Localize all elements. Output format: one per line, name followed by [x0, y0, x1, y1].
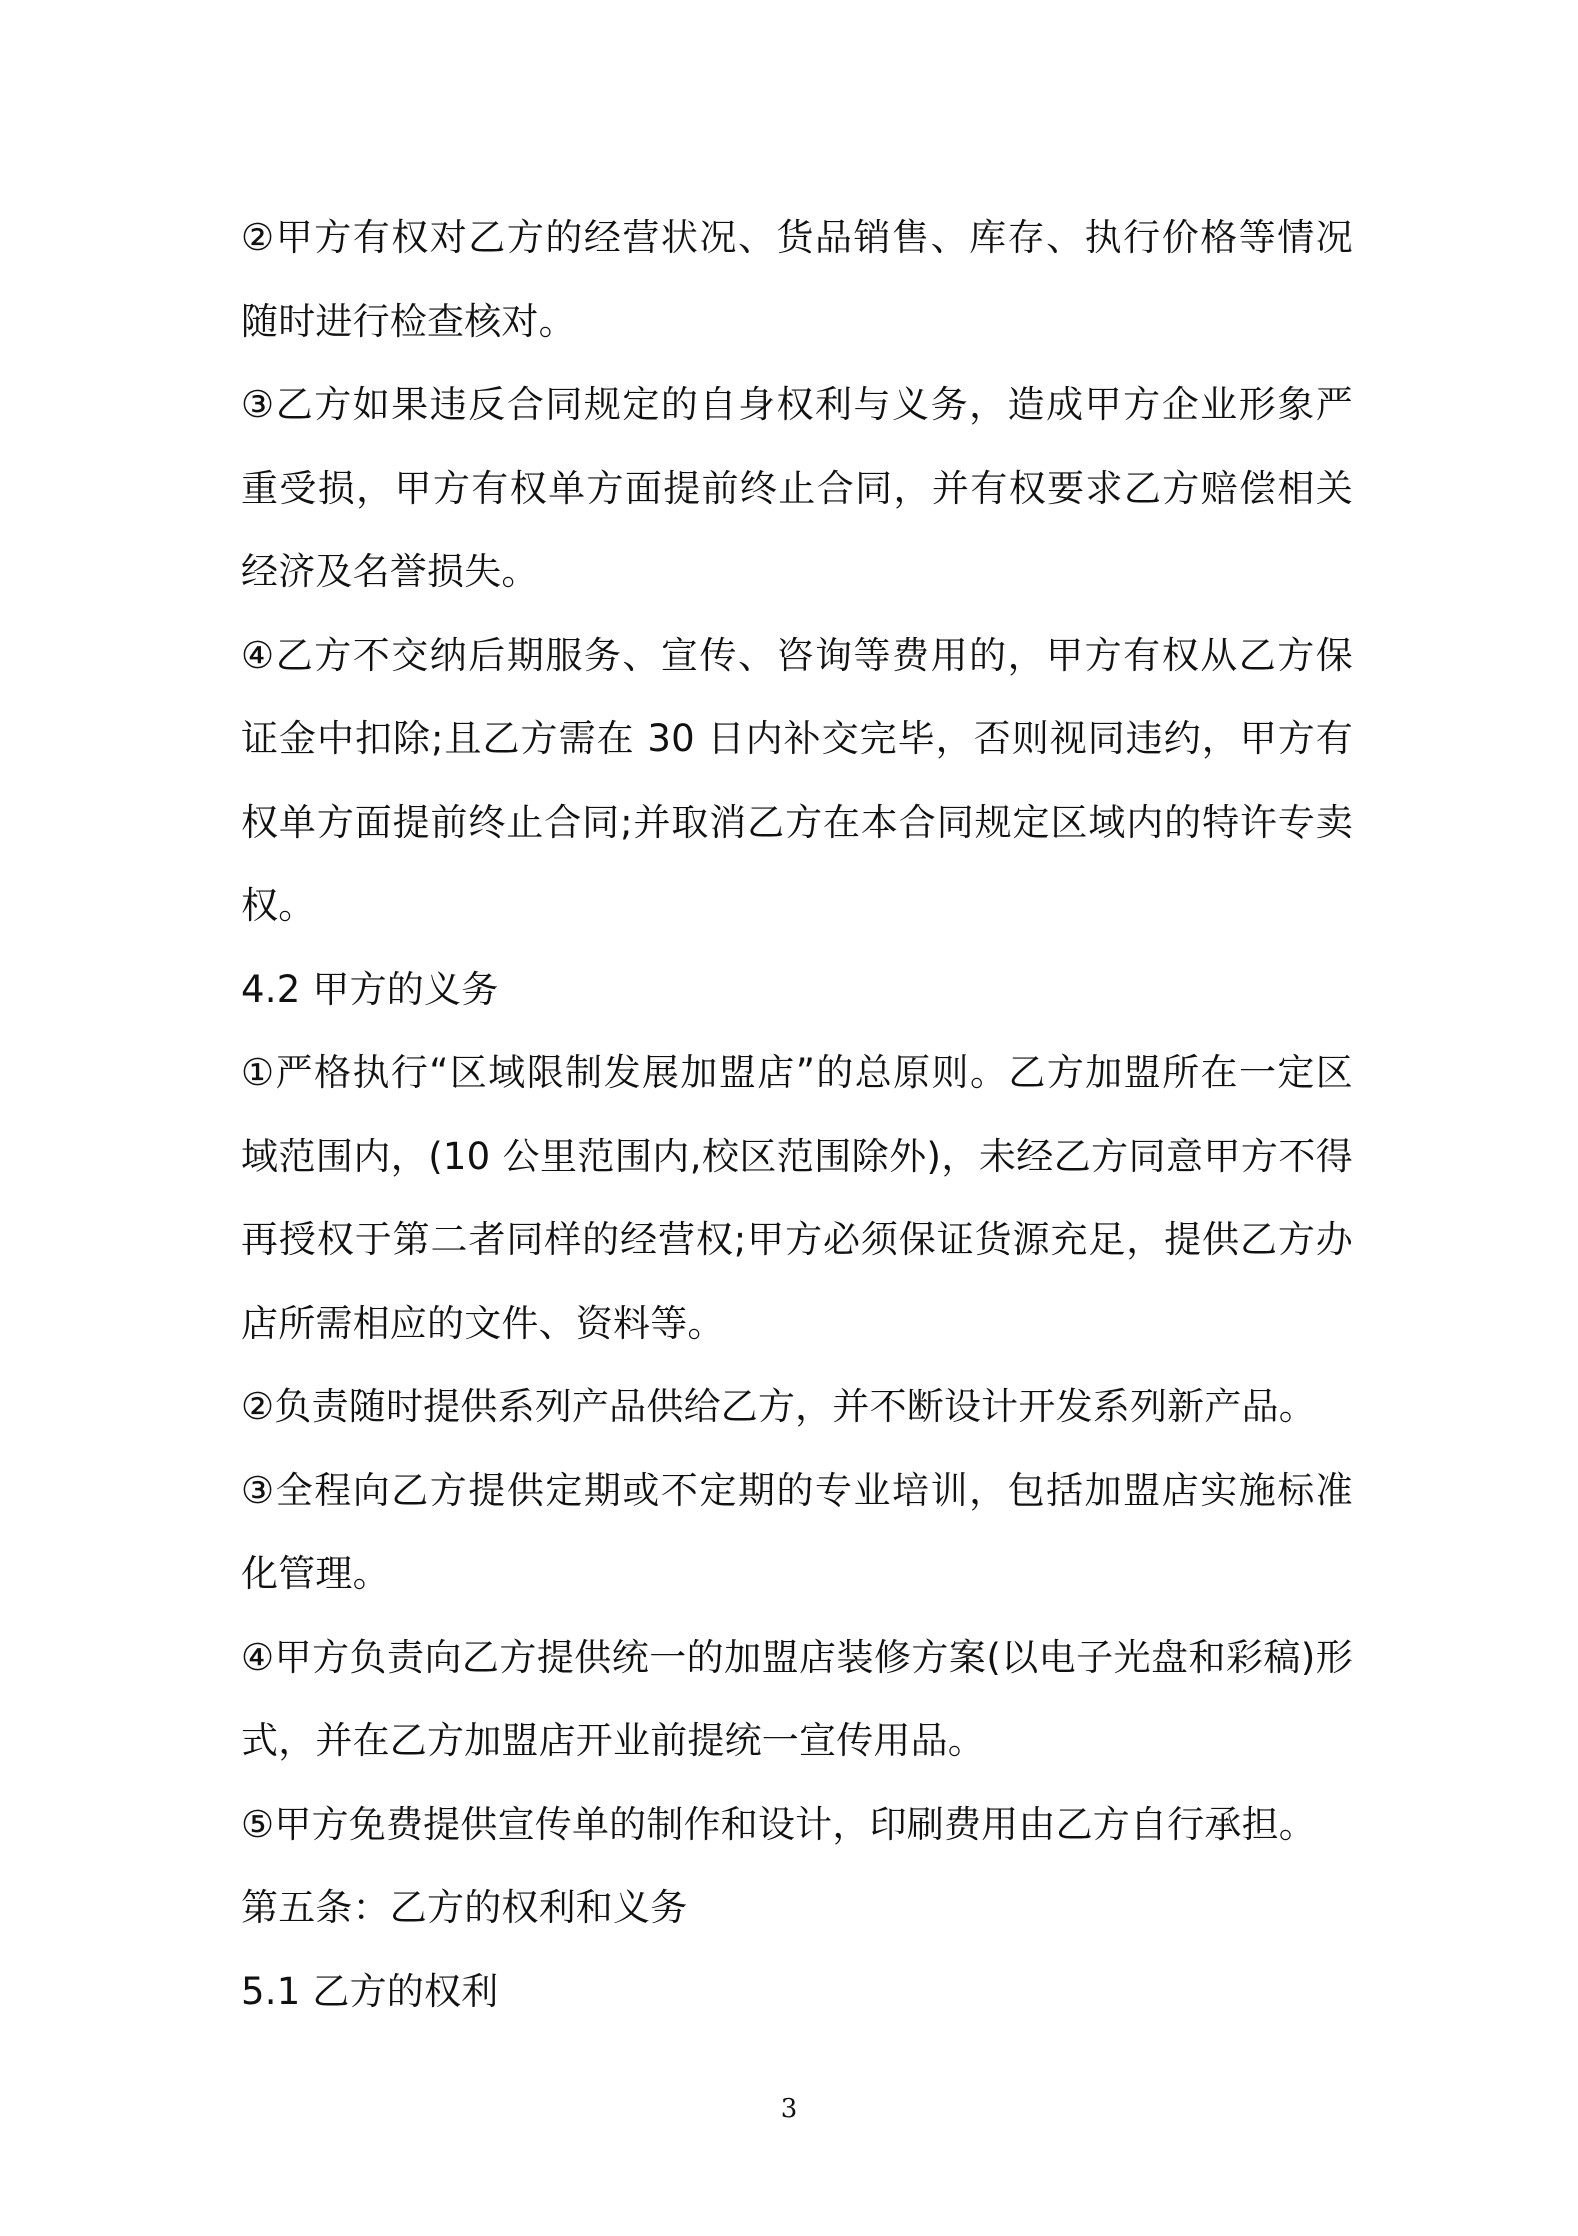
clause-b-1-regional-exclusivity: ①严格执行“区域限制发展加盟店”的总原则。乙方加盟所在一定区域范围内，(10 公里范围内,校区范围除外)，未经乙方同意甲方不得再授权于第二者同样的经营权;甲方必须保证货源充足，提供乙方办店所需相应的文件、资料等。: [241, 1051, 1353, 1345]
section-heading-4-2: 4.2 甲方的义务: [241, 967, 499, 1011]
clause-b-3-training: ③全程向乙方提供定期或不定期的专业培训，包括加盟店实施标准化管理。: [241, 1468, 1353, 1595]
clause-b-5-flyer-design: ⑤甲方免费提供宣传单的制作和设计，印刷费用由乙方自行承担。: [241, 1802, 1316, 1846]
article-heading-5: 第五条：乙方的权利和义务: [241, 1886, 688, 1929]
page-number: 3: [780, 2094, 798, 2124]
section-heading-5-1: 5.1 乙方的权利: [241, 1969, 499, 2013]
clause-a-4-fee-deduction-right: ④乙方不交纳后期服务、宣传、咨询等费用的，甲方有权从乙方保证金中扣除;且乙方需在 30 日内补交完毕，否则视同违约，甲方有权单方面提前终止合同;并取消乙方在本合同规定区域内的特许专卖权。: [241, 633, 1353, 927]
clause-b-2-product-supply: ②负责随时提供系列产品供给乙方，并不断设计开发系列新产品。: [241, 1385, 1316, 1428]
clause-b-4-decoration-plan: ④甲方负责向乙方提供统一的加盟店装修方案(以电子光盘和彩稿)形式，并在乙方加盟店开业前提统一宣传用品。: [241, 1635, 1353, 1762]
document-body: [241, 196, 1353, 2033]
clause-a-2-inspection-right: ②甲方有权对乙方的经营状况、货品销售、库存、执行价格等情况随时进行检查核对。: [241, 216, 1353, 343]
clause-a-3-termination-right: ③乙方如果违反合同规定的自身权利与义务，造成甲方企业形象严重受损，甲方有权单方面提前终止合同，并有权要求乙方赔偿相关经济及名誉损失。: [241, 383, 1353, 593]
